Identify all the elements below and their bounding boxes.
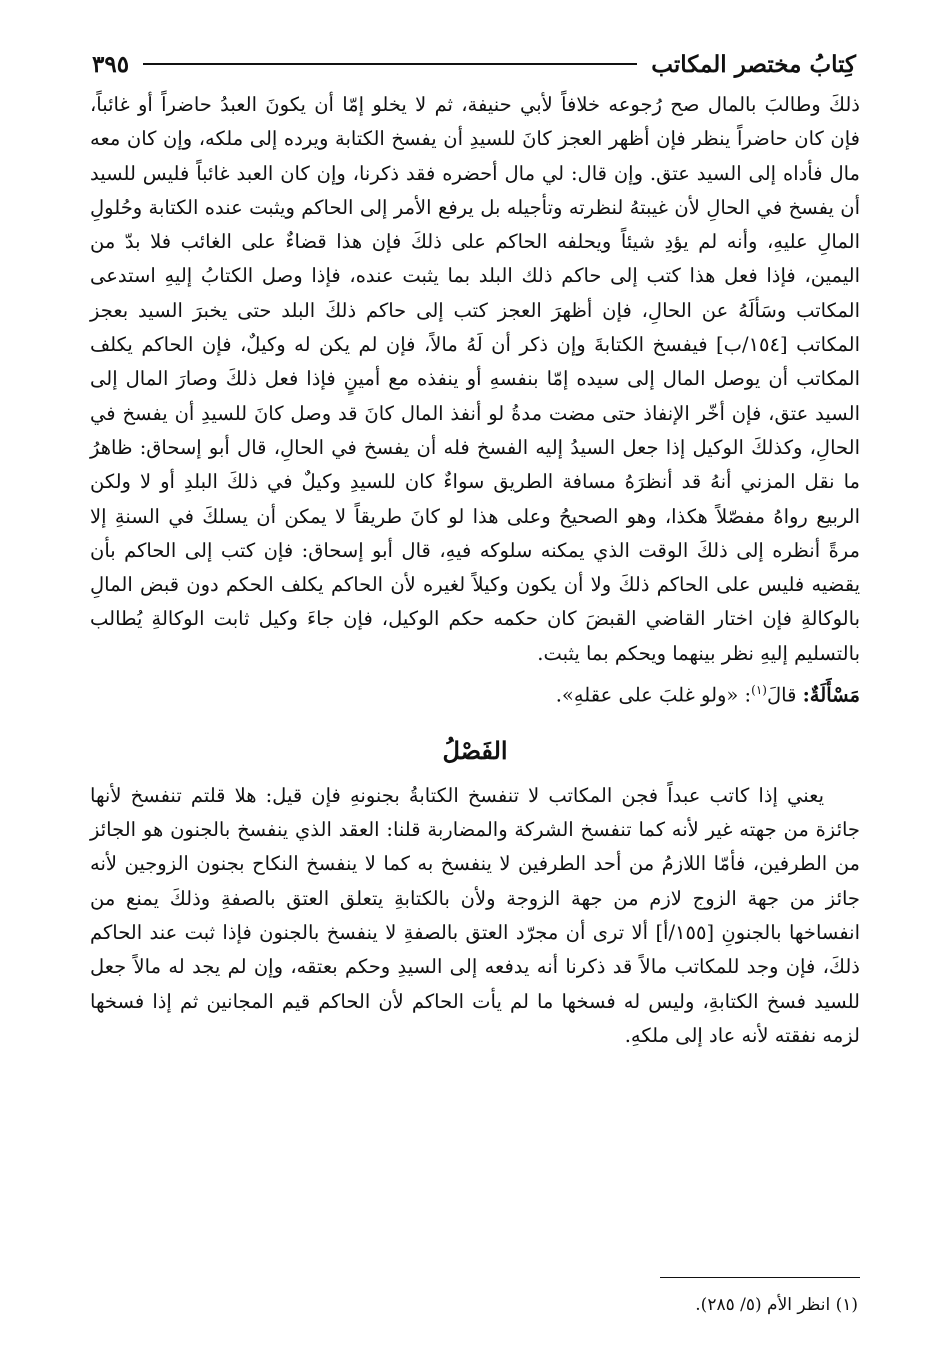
footnote: (١) انظر الأم (٥/ ٢٨٥). <box>695 1295 858 1315</box>
main-text <box>90 88 860 1053</box>
section-heading: الفَصْلُ <box>442 735 508 765</box>
page-number: ٣٩٥ <box>92 50 130 78</box>
footnote-ref: (١) <box>751 683 767 698</box>
masala-quote: : «ولو غلبَ على عقلهِ». <box>555 683 752 707</box>
running-header <box>92 44 856 84</box>
masala-line <box>90 673 860 713</box>
masala-qal: قالَ <box>766 683 797 707</box>
book-title: كِتابُ مختصر المكاتب <box>651 50 856 78</box>
footnote-rule <box>660 1277 860 1278</box>
paragraph: ذلكَ وطالبَ بالمال صح رُجوعه خلافاً لأبي حنيفة، ثم لا يخلو إمّا أن يكونَ العبدُ حاضراً أو غائباً، فإن كان حاضراً ينظر فإن أظهر العجز كانَ للسيدِ أن يفسخ الكتابة ويرده إلى ملكه، وإن كان معه مال فأداه إلى السيد عتق. وإن قال: لي مال أحضره فقد ذكرنا، وإن كان العبد غائباً فليس للسيد أن يفسخ في الحالِ لأن غيبتهُ لنظرته وتأجيله بل يرفع الأمر إلى الحاكم ويثبت عنده الكتابة وحُلولِ المالِ عليهِ، وأنه لم يؤدِ شيئاً ويحلفه الحاكم على ذلكَ فإن هذا قضاءٌ على الغائب فلا بدّ من اليمين، فإذا فعل هذا كتب إلى حاكم ذلك البلد بما يثبت عنده، فإذا وصل الكتابُ إليهِ استدعى المكاتب وسَألَهُ عن الحالِ، فإن أظهرَ العجز كتب إلى حاكم ذلكَ البلد حتى يخبرَ السيد بعجز المكاتب [١٥٤/ب] فيفسخ الكتابةَ وإن ذكر أن لَهُ مالاً، فإن لم يكن له وكيلٌ، فإن الحاكم يكلف المكاتب أن يوصل المال إلى سيده إمّا بنفسهِ أو ينفذه مع أمينٍ فإذا فعل ذلكَ وصارَ المال إلى السيد عتق، فإن أخّر الإنفاذ حتى مضت مدةُ لو أنفذ المال كانَ قد وصل كانَ للسيدِ أن يفسخ في الحالِ، وكذلكَ الوكيل إذا جعل السيدُ إليه الفسخ فله أن يفسخ في الحالِ، قال أبو إسحاق: ظاهرُ ما نقل المزني أنهُ قد أنظرَهُ مسافة الطريق سواءٌ كان للسيدِ وكيلٌ في ذلكَ البلدِ أو لا ولكن الربيع رواهُ مفصّلاً هكذا، وهو الصحيحُ وعلى هذا لو كانَ طريقاً لا يمكن أن يسلكَ في السنةِ إلا مرةً أنظره إلى ذلكَ الوقت الذي يمكنه سلوكه فيهِ، قال أبو إسحاق: فإن كتب إلى الحاكم بأن يقضيه فليس على الحاكم ذلكَ ولا أن يكون وكيلاً لغيره لأن الحاكم يكلف الحكم دون قبض المالِ بالوكالةِ فإن اختار القاضي القبضَ كان حكمه حكم الوكيل، فإن جاءَ وكيل ثابت الوكالةِ يُطالب بالتسليم إليهِ نظر بينهما ويحكم بما يثبت. <box>90 93 860 665</box>
section-paragraph: يعني إذا كاتب عبداً فجن المكاتب لا تنفسخ الكتابةُ بجنونهِ فإن قيل: هلا قلتم تنفسخ لأنها جائزة من جهته غير لأنه كما تنفسخ الشركة والمضاربة قلنا: العقد الذي ينفسخ بالجنون هو الجائز من الطرفين، فأمّا اللازمُ من أحد الطرفين لا ينفسخ به كما لا ينفسخ النكاح بجنون الزوجين لأنه جائز من جهة الزوج لازم من جهة الزوجة ولأن بالكتابةِ يتعلق العتق بالصفةِ وذلكَ يمنع من انفساخها بالجنونِ [١٥٥/أ] ألا ترى أن مجرّد العتق بالصفةِ لا ينفسخ بالجنون فإذا ثبت عند الحاكم ذلكَ، فإن وجد للمكاتب مالاً قد ذكرنا أنه يدفعه إلى السيدِ وحكم بعتقه، وإن لم يجد له مالاً جعل للسيد فسخ الكتابةِ، وليس له فسخها ما لم يأت الحاكم لأن الحاكم قيم المجانين ثم إذا فسخها لزمه نفقته لأنه عاد إلى ملكهِ. <box>90 783 860 1047</box>
header-rule <box>143 63 637 65</box>
masala-keyword: مَسْأَلَةٌ: <box>802 683 860 707</box>
